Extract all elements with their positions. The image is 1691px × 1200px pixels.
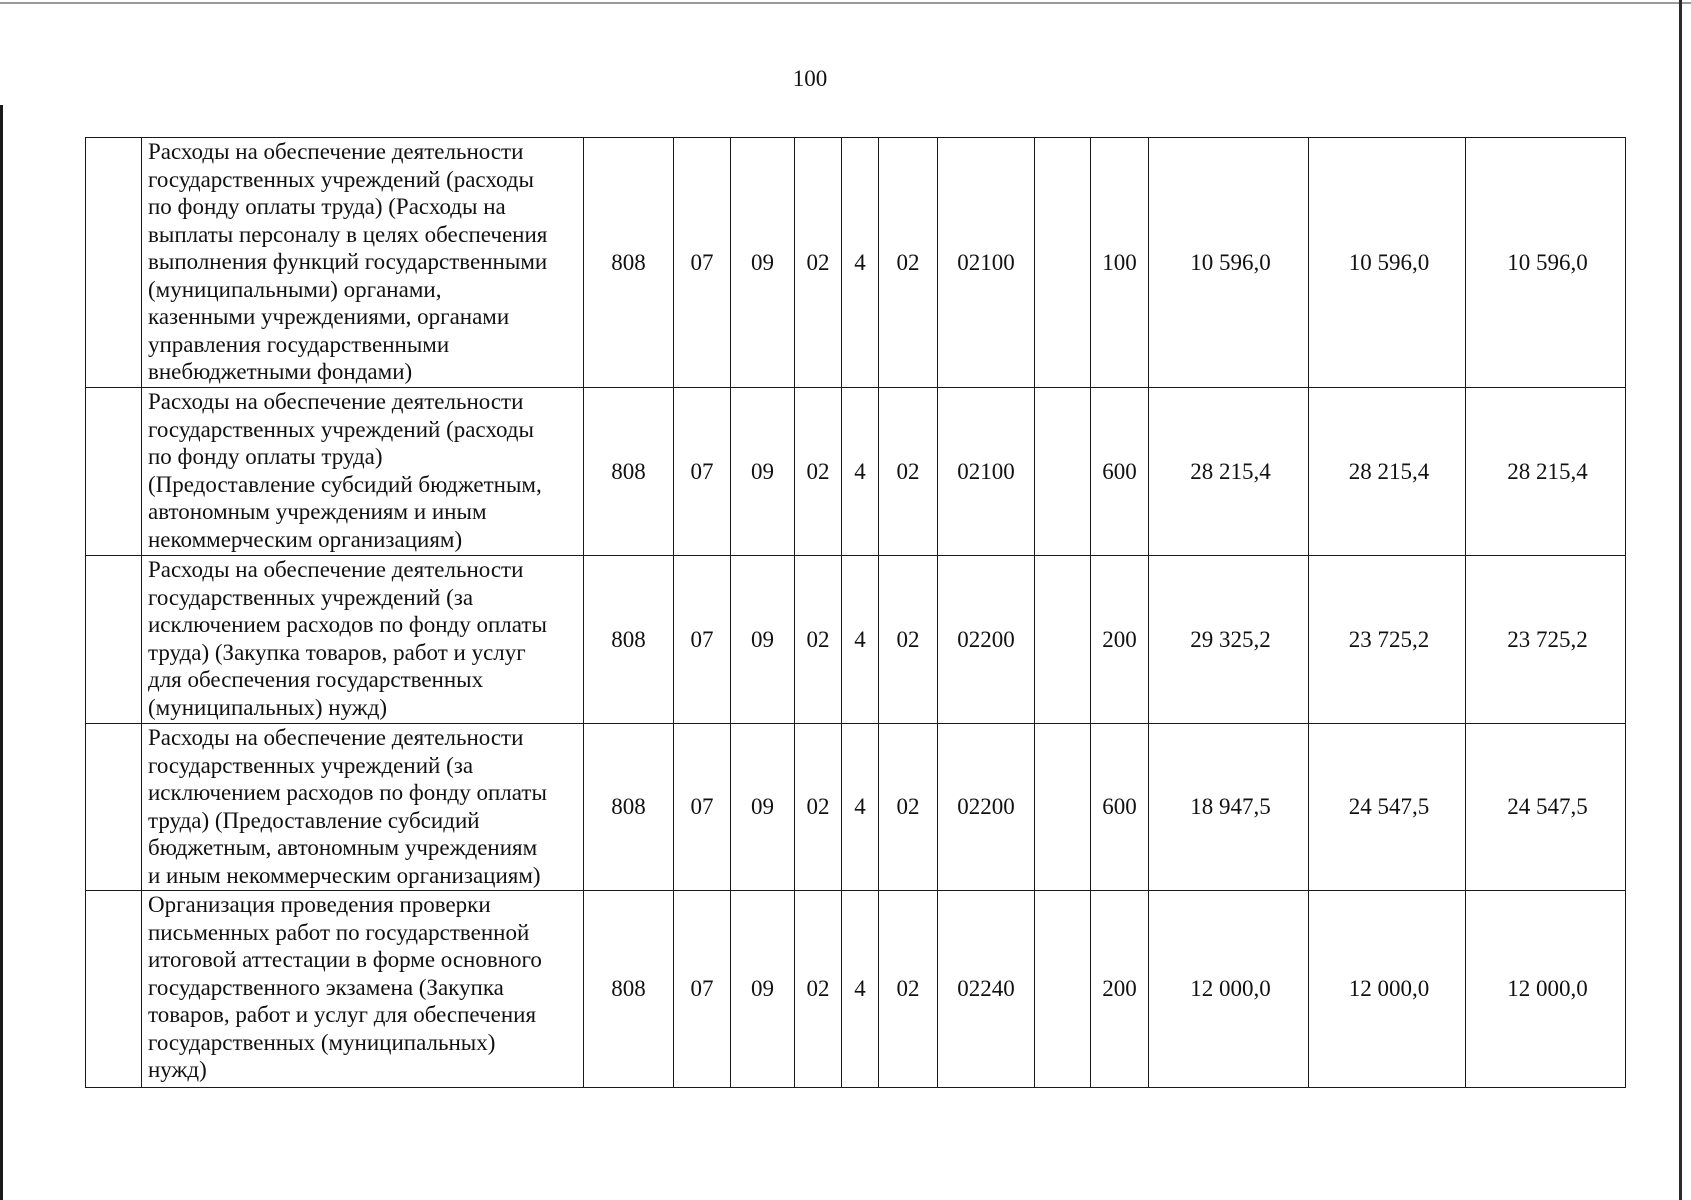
amount-3-cell: 23 725,2: [1466, 556, 1626, 724]
extra-code-cell: [1035, 891, 1091, 1088]
amount-2-cell: 28 215,4: [1309, 388, 1466, 556]
expense-type-cell: 100: [1091, 138, 1149, 388]
expense-type-cell: 200: [1091, 556, 1149, 724]
amount-2-cell: 10 596,0: [1309, 138, 1466, 388]
table-row: [86, 138, 1626, 388]
event-code-cell: 02: [879, 891, 938, 1088]
program-code-cell: 02: [795, 138, 842, 388]
scan-top-border: [0, 2, 1691, 4]
description-cell: Расходы на обеспечение деятельности государственных учреждений (расходы по фонду оплаты труда) (Предоставление субсидий бюджетным, автономным учреждениям и иным некоммерческим организациям): [142, 388, 584, 556]
scan-left-border: [0, 105, 3, 1200]
subprogram-code-cell: 4: [842, 891, 879, 1088]
amount-3-cell: 28 215,4: [1466, 388, 1626, 556]
direction-code-cell: 02100: [938, 138, 1035, 388]
amount-2-cell: 12 000,0: [1309, 891, 1466, 1088]
ministry-code-cell: 808: [584, 556, 674, 724]
section-code-cell: 07: [674, 724, 731, 891]
subsection-code-cell: 09: [731, 724, 795, 891]
subprogram-code-cell: 4: [842, 138, 879, 388]
amount-1-cell: 28 215,4: [1149, 388, 1309, 556]
expense-type-cell: 200: [1091, 891, 1149, 1088]
amount-3-cell: 24 547,5: [1466, 724, 1626, 891]
scan-right-border: [1679, 0, 1682, 1200]
event-code-cell: 02: [879, 724, 938, 891]
section-code-cell: 07: [674, 138, 731, 388]
program-code-cell: 02: [795, 724, 842, 891]
event-code-cell: 02: [879, 556, 938, 724]
row-number-cell: [86, 724, 142, 891]
ministry-code-cell: 808: [584, 724, 674, 891]
section-code-cell: 07: [674, 556, 731, 724]
amount-1-cell: 29 325,2: [1149, 556, 1309, 724]
direction-code-cell: 02100: [938, 388, 1035, 556]
amount-1-cell: 18 947,5: [1149, 724, 1309, 891]
budget-table-body: [86, 138, 1626, 1088]
amount-1-cell: 12 000,0: [1149, 891, 1309, 1088]
row-number-cell: [86, 556, 142, 724]
description-cell: Расходы на обеспечение деятельности государственных учреждений (за исключением расходов по фонду оплаты труда) (Закупка товаров, работ и услуг для обеспечения государственных (муниципальных) нужд): [142, 556, 584, 724]
row-number-cell: [86, 388, 142, 556]
table-row: [86, 891, 1626, 1088]
program-code-cell: 02: [795, 556, 842, 724]
amount-3-cell: 12 000,0: [1466, 891, 1626, 1088]
direction-code-cell: 02200: [938, 724, 1035, 891]
description-cell: Расходы на обеспечение деятельности государственных учреждений (расходы по фонду оплаты труда) (Расходы на выплаты персоналу в целях обеспечения выполнения функций государственными (муниципальными) органами, казенными учреждениями, органами управления государственными внебюджетными фондами): [142, 138, 584, 388]
subsection-code-cell: 09: [731, 891, 795, 1088]
amount-2-cell: 23 725,2: [1309, 556, 1466, 724]
extra-code-cell: [1035, 138, 1091, 388]
event-code-cell: 02: [879, 138, 938, 388]
amount-3-cell: 10 596,0: [1466, 138, 1626, 388]
extra-code-cell: [1035, 724, 1091, 891]
page-number: 100: [792, 66, 828, 91]
row-number-cell: [86, 138, 142, 388]
direction-code-cell: 02240: [938, 891, 1035, 1088]
section-code-cell: 07: [674, 891, 731, 1088]
budget-table: [85, 137, 1626, 1088]
ministry-code-cell: 808: [584, 388, 674, 556]
ministry-code-cell: 808: [584, 891, 674, 1088]
description-cell: Организация проведения проверки письменных работ по государственной итоговой аттестации в форме основного государственного экзамена (Закупка товаров, работ и услуг для обеспечения государственных (муниципальных) нужд): [142, 891, 584, 1088]
extra-code-cell: [1035, 556, 1091, 724]
subprogram-code-cell: 4: [842, 724, 879, 891]
subprogram-code-cell: 4: [842, 388, 879, 556]
subprogram-code-cell: 4: [842, 556, 879, 724]
section-code-cell: 07: [674, 388, 731, 556]
description-cell: Расходы на обеспечение деятельности государственных учреждений (за исключением расходов по фонду оплаты труда) (Предоставление субсидий бюджетным, автономным учреждениям и иным некоммерческим организациям): [142, 724, 584, 891]
program-code-cell: 02: [795, 388, 842, 556]
subsection-code-cell: 09: [731, 556, 795, 724]
amount-2-cell: 24 547,5: [1309, 724, 1466, 891]
program-code-cell: 02: [795, 891, 842, 1088]
subsection-code-cell: 09: [731, 138, 795, 388]
subsection-code-cell: 09: [731, 388, 795, 556]
table-row: [86, 556, 1626, 724]
table-row: [86, 724, 1626, 891]
table-row: [86, 388, 1626, 556]
expense-type-cell: 600: [1091, 724, 1149, 891]
event-code-cell: 02: [879, 388, 938, 556]
ministry-code-cell: 808: [584, 138, 674, 388]
row-number-cell: [86, 891, 142, 1088]
amount-1-cell: 10 596,0: [1149, 138, 1309, 388]
direction-code-cell: 02200: [938, 556, 1035, 724]
extra-code-cell: [1035, 388, 1091, 556]
expense-type-cell: 600: [1091, 388, 1149, 556]
